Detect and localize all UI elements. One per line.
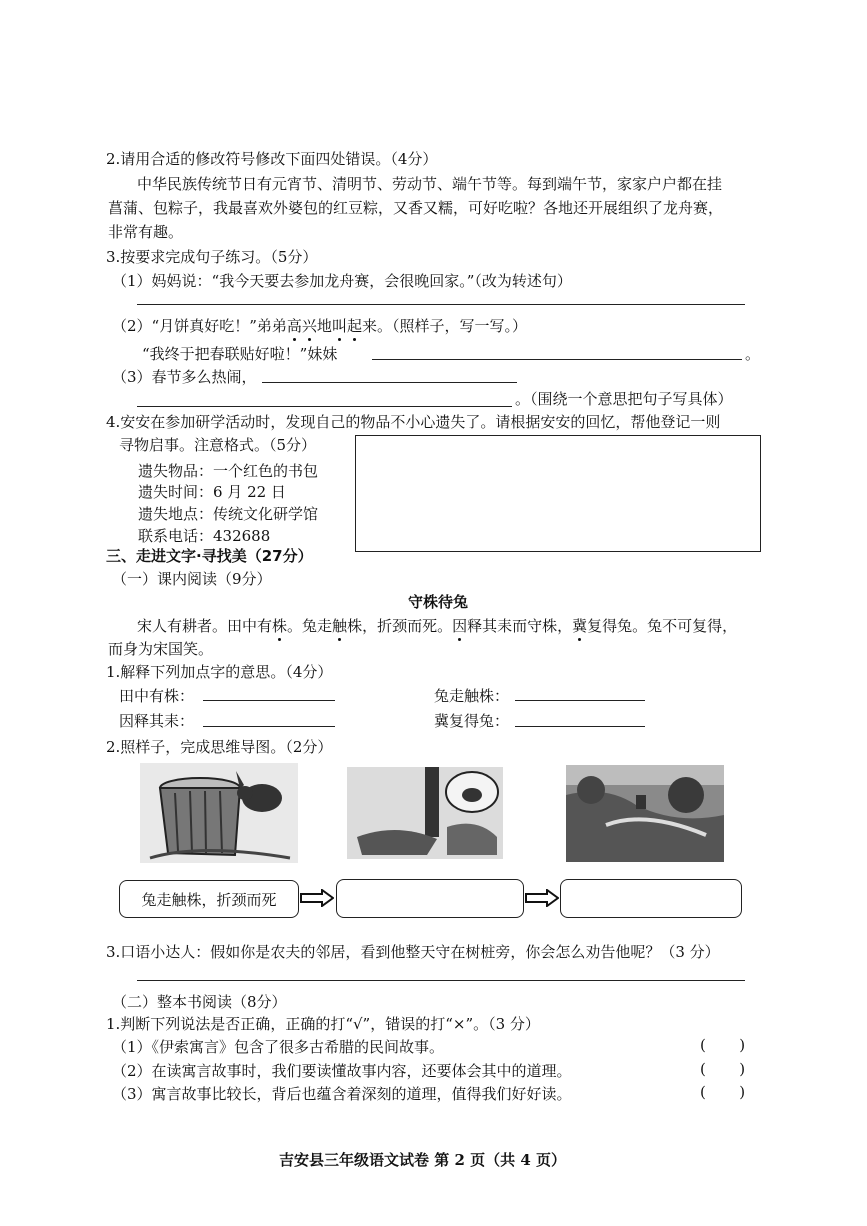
section3-title: 三、走进文字·寻找美（27分） <box>106 547 313 565</box>
q31-a-label: 田中有株： <box>119 687 195 705</box>
q3-item3-answer-line[interactable] <box>262 382 517 383</box>
q4-title-2: 寻物启事。注意格式。（5分） <box>119 436 317 454</box>
q3-item3-answer-line-2[interactable] <box>137 406 512 407</box>
q4-info-item: 遗失地点：传统文化研学馆 <box>138 505 319 523</box>
q3-item2-example: “我终于把春联贴好啦！”妹妹 <box>142 345 338 363</box>
q2-title: 2.请用合适的修改符号修改下面四处错误。（4分） <box>106 150 438 168</box>
judge-item: （3）寓言故事比较长，背后也蕴含着深刻的道理，值得我们好好读。 <box>112 1085 572 1103</box>
mindmap-box-3[interactable] <box>560 879 742 918</box>
mindmap-box-2[interactable] <box>336 879 524 918</box>
q31-b-label: 兔走触株： <box>434 687 510 705</box>
judge-answer-paren[interactable]: ( ) <box>700 1036 746 1054</box>
q2-para-line: 非常有趣。 <box>108 223 184 241</box>
q31-c-label: 因释其耒： <box>119 712 195 730</box>
q31-d-label: 冀复得兔： <box>434 712 510 730</box>
q31-a-answer-line[interactable] <box>203 700 335 701</box>
q4-answer-box[interactable] <box>355 435 761 552</box>
q3-item3-end: 。（围绕一个意思把句子写具体） <box>515 390 733 408</box>
q4-title: 4.安安在参加研学活动时，发现自己的物品不小心遗失了。请根据安安的回忆，帮他登记一则 <box>106 413 721 431</box>
stump-rabbit-illustration <box>140 763 298 863</box>
q3-title: 3.按要求完成句子练习。（5分） <box>106 248 318 266</box>
q2-para-line: 菖蒲、包粽子，我最喜欢外婆包的红豆粽，又香又糯，可好吃啦？各地还开展组织了龙舟赛， <box>108 199 724 217</box>
q4-info-item: 遗失物品：一个红色的书包 <box>138 462 319 480</box>
q31-d-answer-line[interactable] <box>515 726 645 727</box>
q2-para-line: 中华民族传统节日有元宵节、清明节、劳动节、端午节等。每到端午节，家家户户都在挂 <box>137 175 723 193</box>
story-line-2: 而身为宋国笑。 <box>108 640 214 658</box>
judge-item: （2）在读寓言故事时，我们要读懂故事内容，还要体会其中的道理。 <box>112 1062 572 1080</box>
page-footer: 吉安县三年级语文试卷 第 2 页（共 4 页） <box>279 1151 566 1169</box>
q4-info-item: 联系电话：432688 <box>138 527 271 545</box>
judge-item: （1）《伊索寓言》包含了很多古希腊的民间故事。 <box>112 1038 445 1056</box>
q3-item2-end: 。 <box>745 345 761 363</box>
q3-item1-answer-line[interactable] <box>137 304 745 305</box>
q33-answer-line[interactable] <box>137 980 745 981</box>
mindmap-arrow-icon <box>525 889 559 911</box>
story-line: 宋人有耕者。田中有株。兔走触株，折颈而死。因释其耒而守株，冀复得兔。兔不可复得， <box>137 617 738 635</box>
q31-title: 1.解释下列加点字的意思。（4分） <box>106 663 333 681</box>
judge-title: 1.判断下列说法是否正确，正确的打“√”，错误的打“×”。（3 分） <box>106 1015 540 1033</box>
judge-answer-paren[interactable]: ( ) <box>700 1060 746 1078</box>
q31-c-answer-line[interactable] <box>203 726 335 727</box>
section3-part2: （二）整本书阅读（8分） <box>112 993 287 1011</box>
story-title: 守株待兔 <box>408 593 469 611</box>
q3-item1: （1）妈妈说：“我今天要去参加龙舟赛，会很晚回家。”（改为转述句） <box>112 272 572 290</box>
q3-item2-answer-line[interactable] <box>372 359 742 360</box>
mindmap-arrow-icon <box>300 889 334 911</box>
farmer-resting-illustration <box>347 767 503 859</box>
mindmap-box-1 <box>119 880 299 918</box>
mindmap-box-1-label: 兔走触株，折颈而死 <box>141 890 277 909</box>
q4-info-item: 遗失时间：6 月 22 日 <box>138 483 286 501</box>
judge-answer-paren[interactable]: ( ) <box>700 1083 746 1101</box>
overgrown-field-illustration <box>566 765 724 862</box>
q33-title: 3.口语小达人：假如你是农夫的邻居，看到他整天守在树桩旁，你会怎么劝告他呢？（3 分） <box>106 943 720 961</box>
q31-b-answer-line[interactable] <box>515 700 645 701</box>
q3-item3-start: （3）春节多么热闹， <box>112 368 257 386</box>
section3-part1: （一）课内阅读（9分） <box>112 570 272 588</box>
q3-item2: （2）“月饼真好吃！”弟弟高兴地叫起来。（照样子，写一写。） <box>112 317 527 335</box>
q32-title: 2.照样子，完成思维导图。（2分） <box>106 738 333 756</box>
